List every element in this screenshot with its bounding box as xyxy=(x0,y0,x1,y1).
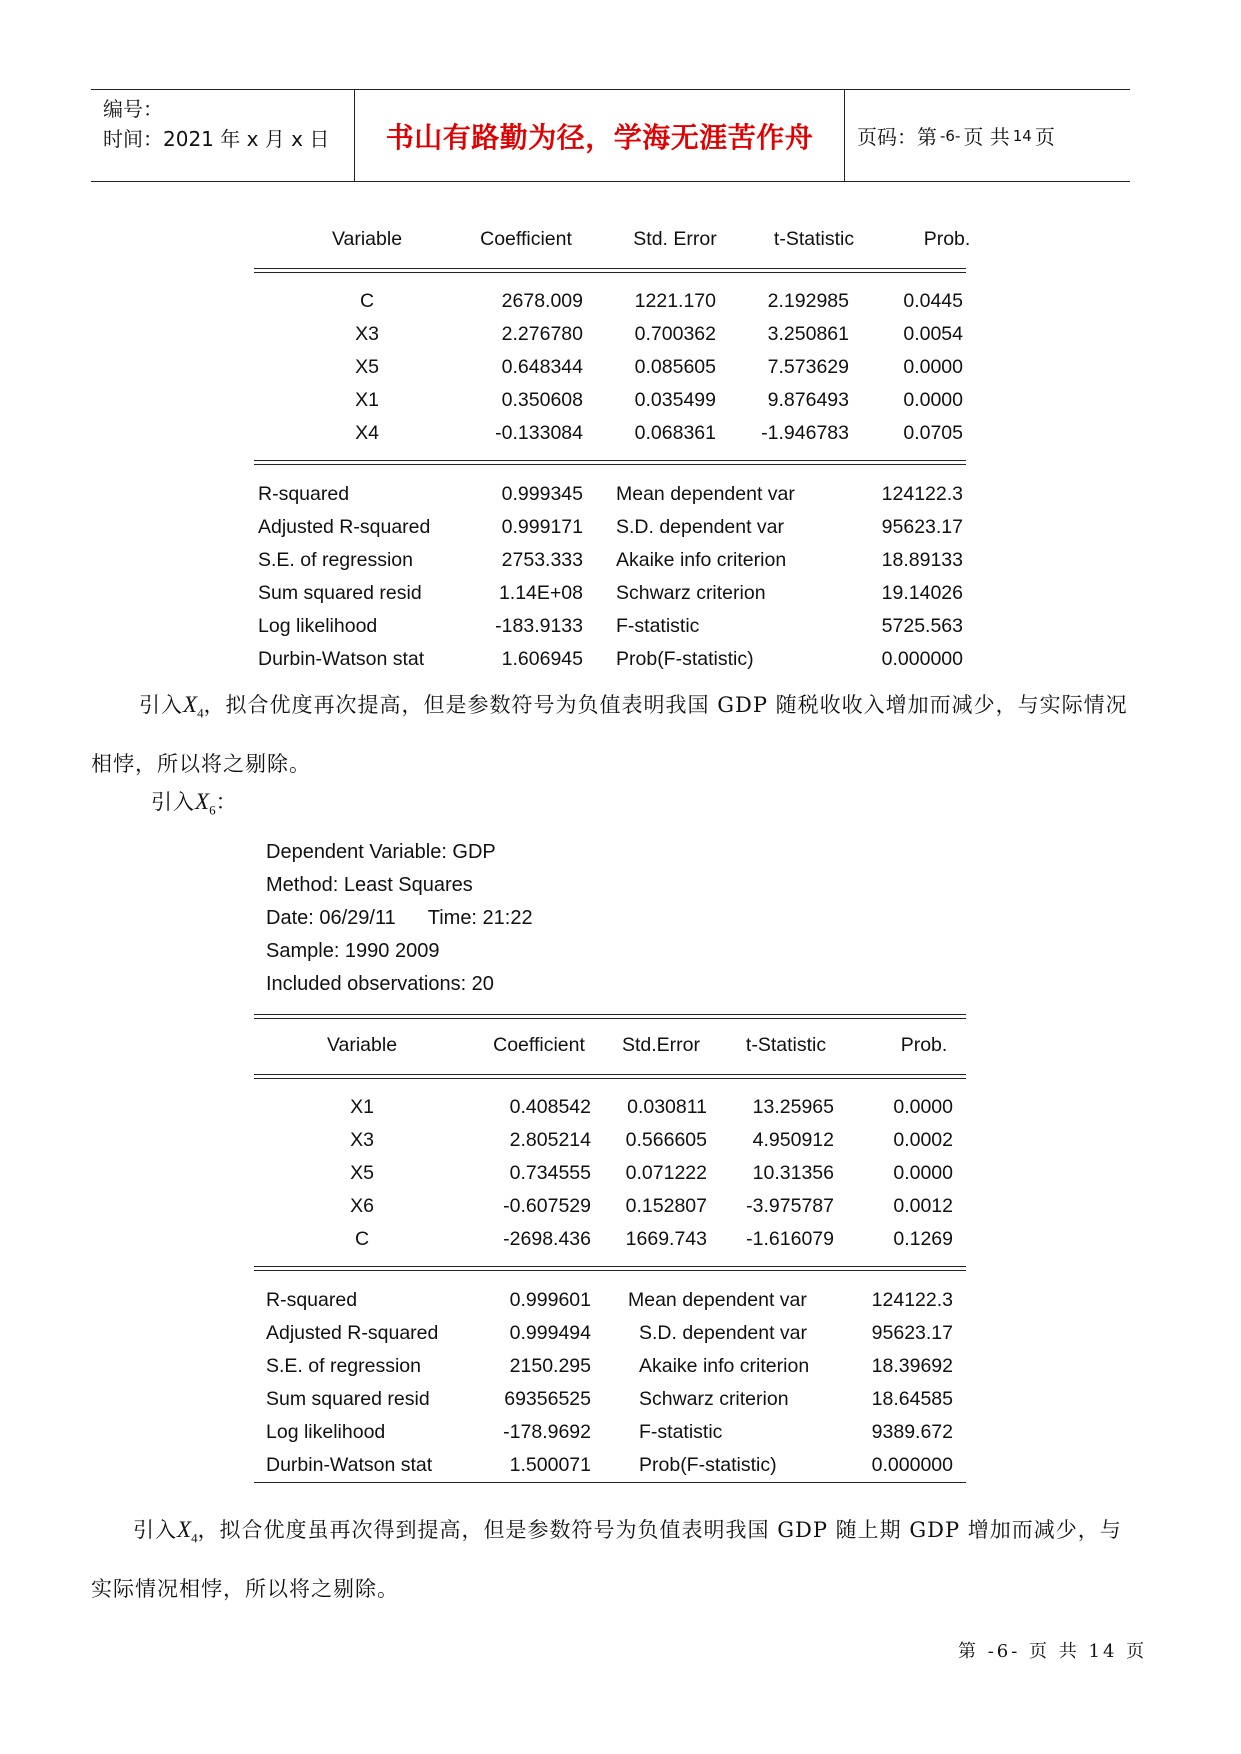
stat-label: Mean dependent var xyxy=(628,1289,807,1311)
stat-label: Prob(F-statistic) xyxy=(639,1454,777,1476)
coef-cell: 7.573629 xyxy=(767,356,849,378)
header-rule xyxy=(254,268,966,273)
coef-cell: 1221.170 xyxy=(634,290,716,312)
coef-cell: -2698.436 xyxy=(503,1228,591,1250)
column-header: Std.Error xyxy=(621,1034,701,1056)
stat-value: 9389.672 xyxy=(871,1421,953,1443)
intro-x6: 引入$X_6$： xyxy=(151,789,238,818)
stat-label: F-statistic xyxy=(639,1421,723,1443)
page-footer: 第 -6- 页 共 14 页 xyxy=(958,1641,1148,1662)
stat-value: 0.000000 xyxy=(881,648,963,670)
variable-name: X4 xyxy=(355,422,379,444)
time-label: 时间：2021 年 x 月 x 日 xyxy=(103,127,330,151)
coef-cell: -0.607529 xyxy=(503,1195,591,1217)
stat-label: S.D. dependent var xyxy=(616,516,785,538)
stats-rule xyxy=(254,1266,966,1271)
coef-cell: 0.1269 xyxy=(893,1228,953,1250)
header-info xyxy=(91,90,355,181)
stat-label: Sum squared resid xyxy=(258,582,422,604)
coef-cell: 0.0002 xyxy=(893,1129,953,1151)
stat-label: S.D. dependent var xyxy=(639,1322,808,1344)
method: Method: Least Squares xyxy=(266,874,473,896)
stat-label: Mean dependent var xyxy=(616,483,795,505)
coef-cell: 0.734555 xyxy=(509,1162,591,1184)
stat-value: 2150.295 xyxy=(509,1355,591,1377)
stat-label: Akaike info criterion xyxy=(616,549,787,571)
header-rule xyxy=(254,1074,966,1079)
column-header: Variable xyxy=(331,228,403,250)
coef-cell: 4.950912 xyxy=(752,1129,834,1151)
stat-label: Log likelihood xyxy=(266,1421,386,1443)
stat-value: 0.999494 xyxy=(509,1322,591,1344)
coef-cell: 0.0705 xyxy=(903,422,963,444)
table-top-rule xyxy=(254,1014,966,1019)
column-header: Coefficient xyxy=(493,1034,585,1056)
estimation-spec xyxy=(266,836,533,1001)
paragraph-1 xyxy=(91,680,1141,789)
coef-cell: 0.0445 xyxy=(903,290,963,312)
number-label: 编号： xyxy=(103,97,163,121)
para2-text: ，拟合优度虽再次得到提高，但是参数符号为负值表明我国 GDP 随上期 GDP 增加而减少，与实际情况相悖，所以将之剔除。 xyxy=(91,1518,1122,1601)
stat-value: 0.999601 xyxy=(509,1289,591,1311)
date-time: Date: 06/29/11 Time: 21:22 xyxy=(266,907,533,929)
coef-cell: -1.616079 xyxy=(746,1228,834,1250)
stat-value: 0.999171 xyxy=(501,516,583,538)
stat-label: S.E. of regression xyxy=(258,549,413,571)
coef-cell: 0.0054 xyxy=(903,323,963,345)
stat-value: 95623.17 xyxy=(881,516,963,538)
coef-cell: 0.700362 xyxy=(634,323,716,345)
coef-cell: 0.085605 xyxy=(634,356,716,378)
column-header: t-Statistic xyxy=(745,1034,827,1056)
coef-cell: 0.0000 xyxy=(893,1096,953,1118)
coef-cell: 2678.009 xyxy=(501,290,583,312)
stat-value: -183.9133 xyxy=(495,615,583,637)
variable-x6: $X_6$ xyxy=(195,789,216,818)
stat-value: 69356525 xyxy=(504,1388,591,1410)
stat-label: Durbin-Watson stat xyxy=(266,1454,433,1476)
stat-label: Schwarz criterion xyxy=(616,582,766,604)
variable-x4: $X_4$ xyxy=(183,692,204,721)
stat-value: 2753.333 xyxy=(501,549,583,571)
coef-cell: 0.350608 xyxy=(501,389,583,411)
coef-cell: -3.975787 xyxy=(746,1195,834,1217)
variable-name: C xyxy=(359,290,375,312)
coef-cell: 1669.743 xyxy=(625,1228,707,1250)
stat-value: 19.14026 xyxy=(881,582,963,604)
coef-cell: 2.276780 xyxy=(501,323,583,345)
variable-name: X6 xyxy=(350,1195,374,1217)
stat-value: -178.9692 xyxy=(503,1421,591,1443)
stat-label: Log likelihood xyxy=(258,615,378,637)
coef-cell: 2.805214 xyxy=(509,1129,591,1151)
coef-cell: 2.192985 xyxy=(767,290,849,312)
page-prefix: 页码：第 xyxy=(857,125,937,149)
stat-label: Akaike info criterion xyxy=(639,1355,810,1377)
stat-label: Adjusted R-squared xyxy=(258,516,431,538)
coef-cell: 3.250861 xyxy=(767,323,849,345)
stat-value: 1.14E+08 xyxy=(498,582,583,604)
coef-cell: 0.648344 xyxy=(501,356,583,378)
coef-cell: 9.876493 xyxy=(767,389,849,411)
variable-name: X5 xyxy=(350,1162,374,1184)
column-header: Prob. xyxy=(923,228,971,250)
coef-cell: -1.946783 xyxy=(761,422,849,444)
coef-cell: 0.0000 xyxy=(893,1162,953,1184)
stat-value: 1.606945 xyxy=(501,648,583,670)
page-header xyxy=(91,89,1130,182)
stat-value: 0.999345 xyxy=(501,483,583,505)
coef-cell: 0.068361 xyxy=(634,422,716,444)
column-header: Prob. xyxy=(900,1034,948,1056)
stat-value: 5725.563 xyxy=(881,615,963,637)
para1-text: ，拟合优度再次提高，但是参数符号为负值表明我国 GDP 随税收收入增加而减少，与实际情况相悖，所以将之剔除。 xyxy=(91,693,1128,776)
stat-value: 18.64585 xyxy=(871,1388,953,1410)
stat-label: Adjusted R-squared xyxy=(266,1322,439,1344)
stat-label: Sum squared resid xyxy=(266,1388,430,1410)
coef-cell: 0.030811 xyxy=(627,1096,707,1118)
header-motto: 书山有路勤为径，学海无涯苦作舟 xyxy=(355,90,845,181)
stat-label: S.E. of regression xyxy=(266,1355,421,1377)
variable-name: X1 xyxy=(350,1096,374,1118)
stat-value: 95623.17 xyxy=(871,1322,953,1344)
para2-lead: 引入 xyxy=(133,1518,177,1542)
coef-cell: 0.0012 xyxy=(893,1195,953,1217)
stat-value: 124122.3 xyxy=(871,1289,953,1311)
stat-label: F-statistic xyxy=(616,615,700,637)
coef-cell: 0.071222 xyxy=(625,1162,707,1184)
sample: Sample: 1990 2009 xyxy=(266,940,440,962)
stat-value: 0.000000 xyxy=(871,1454,953,1476)
stat-value: 18.39692 xyxy=(871,1355,953,1377)
paragraph-2 xyxy=(91,1505,1141,1614)
stat-label: R-squared xyxy=(258,483,350,505)
coef-cell: 13.25965 xyxy=(752,1096,834,1118)
column-header: t-Statistic xyxy=(773,228,855,250)
stat-label: Prob(F-statistic) xyxy=(616,648,754,670)
variable-name: X3 xyxy=(355,323,379,345)
coef-cell: 0.0000 xyxy=(903,356,963,378)
dependent-variable: Dependent Variable: GDP xyxy=(266,841,496,863)
observations: Included observations: 20 xyxy=(266,973,494,995)
table-bottom-rule xyxy=(254,1482,966,1483)
coef-cell: 0.035499 xyxy=(634,389,716,411)
stat-label: Durbin-Watson stat xyxy=(258,648,425,670)
coef-cell: 0.408542 xyxy=(509,1096,591,1118)
stat-value: 1.500071 xyxy=(509,1454,591,1476)
page-mid: 页 共 xyxy=(963,125,1010,149)
variable-name: X5 xyxy=(355,356,379,378)
page-suffix: 页 xyxy=(1034,125,1055,149)
stat-value: 124122.3 xyxy=(881,483,963,505)
variable-x4: $X_4$ xyxy=(177,1517,198,1546)
variable-name: X1 xyxy=(355,389,379,411)
column-header: Std. Error xyxy=(633,228,717,250)
coef-cell: 0.152807 xyxy=(625,1195,707,1217)
page-total: 14 xyxy=(1012,126,1032,145)
variable-name: C xyxy=(354,1228,370,1250)
coef-cell: 0.566605 xyxy=(625,1129,707,1151)
column-header: Variable xyxy=(326,1034,398,1056)
stats-rule xyxy=(254,460,966,465)
stat-label: Schwarz criterion xyxy=(639,1388,789,1410)
coef-cell: 0.0000 xyxy=(903,389,963,411)
coef-cell: -0.133084 xyxy=(495,422,583,444)
para1-lead: 引入 xyxy=(139,693,183,717)
stat-value: 18.89133 xyxy=(881,549,963,571)
header-page-number xyxy=(845,90,1130,181)
column-header: Coefficient xyxy=(480,228,572,250)
coef-cell: 10.31356 xyxy=(752,1162,834,1184)
variable-name: X3 xyxy=(350,1129,374,1151)
page-num: -6- xyxy=(940,126,961,145)
stat-label: R-squared xyxy=(266,1289,358,1311)
